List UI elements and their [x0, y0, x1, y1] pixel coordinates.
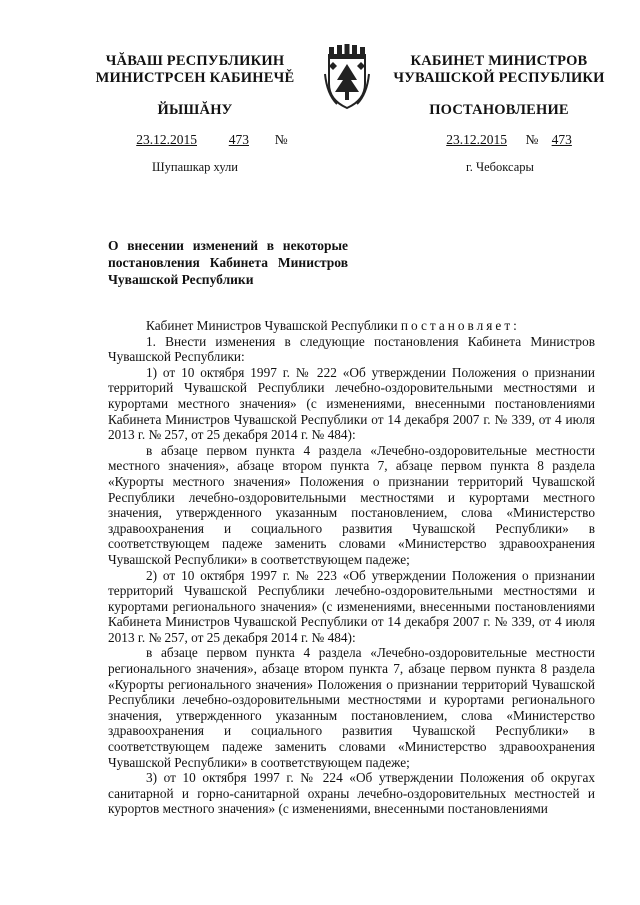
- place-left: Шупашкар хули: [152, 160, 238, 174]
- header-right-line1: КАБИНЕТ МИНИСТРОВ: [410, 53, 588, 69]
- left-number: 473: [228, 132, 249, 147]
- document-body: [108, 318, 595, 817]
- body-paragraph-2: 1) от 10 октября 1997 г. № 222 «Об утверждении Положения о признании территорий Чувашской Республики лечебно-оздоровительными местностями и курортами местного значения» (с изменениями, внесенными постановлениями Кабинета Министров Чувашской Республики от 14 декабря 2007 г. № 339, от 4 июля 2013 г. № 257, от 25 декабря 2014 г. № 484):: [108, 364, 595, 443]
- chuvash-republic-emblem-icon: [323, 44, 371, 112]
- header-left-line2: МИНИСТРСЕН КАБИНЕЧĚ: [95, 70, 295, 86]
- registration-left: [92, 132, 288, 148]
- header-right-line2: ЧУВАШСКОЙ РЕСПУБЛИКИ: [393, 70, 605, 86]
- document-title: О внесении изменений в некоторые постановления Кабинета Министров Чувашской Республики: [108, 238, 348, 287]
- right-no-sign: №: [525, 132, 539, 147]
- body-paragraph-5: в абзаце первом пункта 4 раздела «Лечебно-оздоровительные местности регионального значения», абзаце втором пункта 7, абзаце первом пункта 8 раздела «Курорты регионального значения» Положения о признании территорий Чувашской Республики лечебно-оздоровительными местностями и курортами регионального значения, утвержденного указанным постановлением, слова «Министерство здравоохранения и социального развития Чувашской Республики» в соответствующем падеже заменить словами «Министерство здравоохранения Чувашской Республики» в соответствующем падеже;: [108, 645, 595, 770]
- header-left-line1: ЧĂВАШ РЕСПУБЛИКИН: [105, 53, 285, 69]
- left-date: 23.12.2015: [136, 132, 197, 147]
- intro-paragraph: Кабинет Министров Чувашской Республики постановляет:: [146, 318, 520, 333]
- body-paragraph-4: 2) от 10 октября 1997 г. № 223 «Об утверждении Положения о признании территорий Чувашской Республики лечебно-оздоровительными местностями и курортами регионального значения» (с изменениями, внесенными постановлениями Кабинета Министров Чувашской Республики от 14 декабря 2007 г. № 339, от 4 июля 2013 г. № 257, от 25 декабря 2014 г. № 484):: [108, 567, 595, 645]
- body-paragraph-1: 1. Внести изменения в следующие постановления Кабинета Министров Чувашской Республики:: [108, 333, 595, 365]
- left-no-sign: №: [274, 132, 288, 147]
- place-right: г. Чебоксары: [466, 160, 534, 174]
- header-right-title: [384, 53, 614, 87]
- header-left-title: [88, 53, 302, 87]
- body-paragraph-3: в абзаце первом пункта 4 раздела «Лечебно-оздоровительные местности местного значения», абзаце втором пункта 7, абзаце первом пункта 8 раздела «Курорты местного значения» Положения о признании территорий Чувашской Республики лечебно-оздоровительными местностями и курортами местного значения, утвержденного указанным постановлением, слова «Министерство здравоохранения и социального развития Чувашской Республики» в соответствующем падеже заменить словами «Министерство здравоохранения Чувашской Республики» в соответствующем падеже;: [108, 442, 595, 567]
- header-left-doc-type: ЙЫШĂНУ: [157, 102, 233, 118]
- header-right-doc-type: ПОСТАНОВЛЕНИЕ: [429, 102, 569, 118]
- intro-spaced-word: постановляет:: [400, 318, 520, 333]
- registration-right: [397, 132, 582, 148]
- right-number: 473: [551, 132, 572, 147]
- body-paragraph-6: 3) от 10 октября 1997 г. № 224 «Об утверждении Положения об округах санитарной и горно-санитарной охраны лечебно-оздоровительных местностей и курортов местного значения» (с изменениями, внесенными постановлениями: [108, 770, 595, 817]
- right-date: 23.12.2015: [446, 132, 507, 147]
